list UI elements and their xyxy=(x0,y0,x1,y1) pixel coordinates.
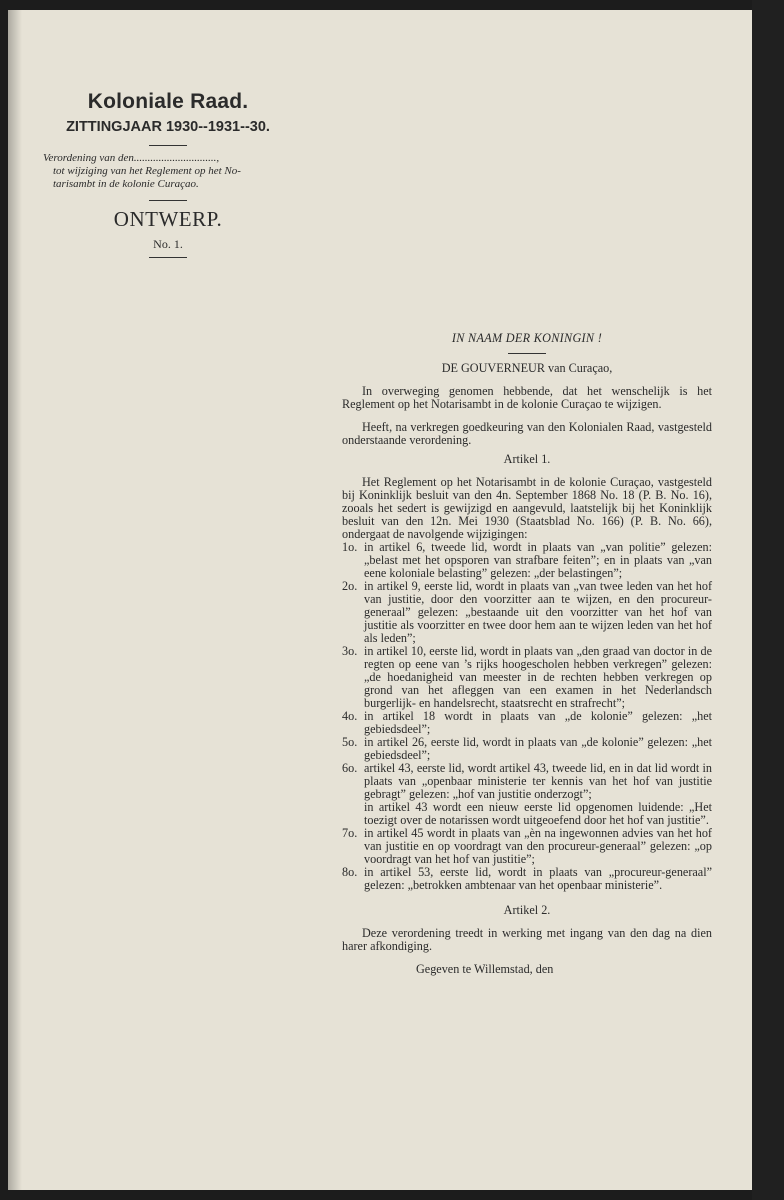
ordinance-subject xyxy=(43,152,293,191)
subject-line-2: tot wijziging van het Reglement op het No- xyxy=(53,165,241,177)
scanner-border xyxy=(752,0,784,1200)
amendment-list-continued xyxy=(342,827,712,892)
item-number: 7o. xyxy=(342,826,358,840)
item-number: 5o. xyxy=(342,735,358,749)
council-title: Koloniale Raad. xyxy=(87,90,249,113)
item-text: artikel 43, eerste lid, wordt artikel 43, tweede lid, en in dat lid wordt in plaats van „openbaar ministerie ter kennis van het hof van justitie gebragt” gelezen: „hof van justitie onderzogt”; xyxy=(364,761,712,801)
list-item xyxy=(342,736,712,762)
session-year: ZITTINGJAAR 1930--1931--30. xyxy=(66,119,270,135)
article-2-title: Artikel 2. xyxy=(503,903,551,917)
subject-line-3: tarisambt in de kolonie Curaçao. xyxy=(53,178,199,190)
header-divider xyxy=(149,145,187,146)
list-item xyxy=(342,580,712,645)
article-1-intro: Het Reglement op het Notarisambt in de kolonie Curaçao, vastgesteld bij Koninklijk besluit van den 4n. September 1868 No. 18 (P. B. No. 16), zooals het sedert is gewijzigd en aangevuld, laatstelijk bij het Koninklijk besluit van den 12n. Mei 1930 (Staatsblad No. 166) (P. B. No. 66), ondergaat de navolgende wijzigingen: xyxy=(342,475,712,541)
item-number: 1o. xyxy=(342,540,358,554)
item-text: in artikel 45 wordt in plaats van „èn na ingewonnen advies van het hof van justitie en op voordragt van den procureur-generaal” gelezen: „op voordragt van het hof van justitie”; xyxy=(364,826,712,866)
header-divider-2 xyxy=(149,200,187,201)
approval-paragraph: Heeft, na verkregen goedkeuring van den Kolonialen Raad, vastgesteld onderstaande verordening. xyxy=(342,420,712,447)
list-item xyxy=(342,541,712,580)
invocation-divider xyxy=(508,353,546,354)
list-item xyxy=(342,866,712,892)
item-text: in artikel 6, tweede lid, wordt in plaats van „van politie” gelezen: „belast met het opsporen van strafbare feiten”; en in plaats van „van eene koloniale belasting” gelezen: „der belastingen”; xyxy=(364,540,712,580)
article-2-text: Deze verordening treedt in werking met ingang van den dag na dien harer afkondiging. xyxy=(342,926,712,953)
item-number: 8o. xyxy=(342,865,358,879)
document-header xyxy=(38,90,298,264)
item-text: in artikel 26, eerste lid, wordt in plaats van „de kolonie” gelezen: „het gebiedsdeel”; xyxy=(364,735,712,762)
item-number: 3o. xyxy=(342,644,358,658)
document-page xyxy=(8,10,752,1190)
amendment-list xyxy=(342,541,712,801)
given-at-line: Gegeven te Willemstad, den xyxy=(416,962,554,976)
subject-line-1: Verordening van den.............................., xyxy=(43,152,220,164)
item-text: in artikel 10, eerste lid, wordt in plaats van „den graad van doctor in de regten op eene van ’s rijks hoogescholen hebben verkregen” gelezen: „de hoedanigheid van meester in de rechten hebben verkregen op grond van het afleggen van een examen in het Nederlandsch burgerlijk- en handelsrecht, staatsrecht en strafrecht”; xyxy=(364,644,712,710)
draft-label: ONTWERP. xyxy=(113,207,223,231)
item-number: 2o. xyxy=(342,579,358,593)
item-number: 4o. xyxy=(342,709,358,723)
item-number: 6o. xyxy=(342,761,358,775)
item-text: in artikel 18 wordt in plaats van „de kolonie” gelezen: „het gebiedsdeel”; xyxy=(364,709,712,736)
list-item xyxy=(342,645,712,710)
item-text: in artikel 53, eerste lid, wordt in plaats van „procureur-generaal” gelezen: „betrokken ambtenaar van het openbaar ministerie”. xyxy=(364,865,712,892)
list-item xyxy=(342,827,712,866)
consideration-paragraph: In overweging genomen hebbende, dat het wenschelijk is het Reglement op het Notarisambt in de kolonie Curaçao te wijzigen. xyxy=(342,384,712,411)
governor-line: DE GOUVERNEUR van Curaçao, xyxy=(441,361,613,375)
page-edge-shadow xyxy=(8,10,22,1190)
invocation: IN NAAM DER KONINGIN ! xyxy=(451,331,603,345)
ordinance-body xyxy=(342,332,712,976)
draft-number: No. 1. xyxy=(153,237,183,251)
header-divider-3 xyxy=(149,257,187,258)
item-6-continuation: in artikel 43 wordt een nieuw eerste lid opgenomen luidende: „Het toezigt over de notarissen wordt uitgeoefend door het hof van justitie”. xyxy=(364,800,712,827)
list-item xyxy=(342,710,712,736)
article-1-title: Artikel 1. xyxy=(503,452,551,466)
list-item xyxy=(342,762,712,801)
item-text: in artikel 9, eerste lid, wordt in plaats van „van twee leden van het hof van justitie, door den voorzitter aan te wijzen, en den procureur-generaal” gelezen: „bestaande uit den voorzitter van het hof van justitie als voorzitter en twee door hem aan te wijzen leden van het hof als leden”; xyxy=(364,579,712,645)
